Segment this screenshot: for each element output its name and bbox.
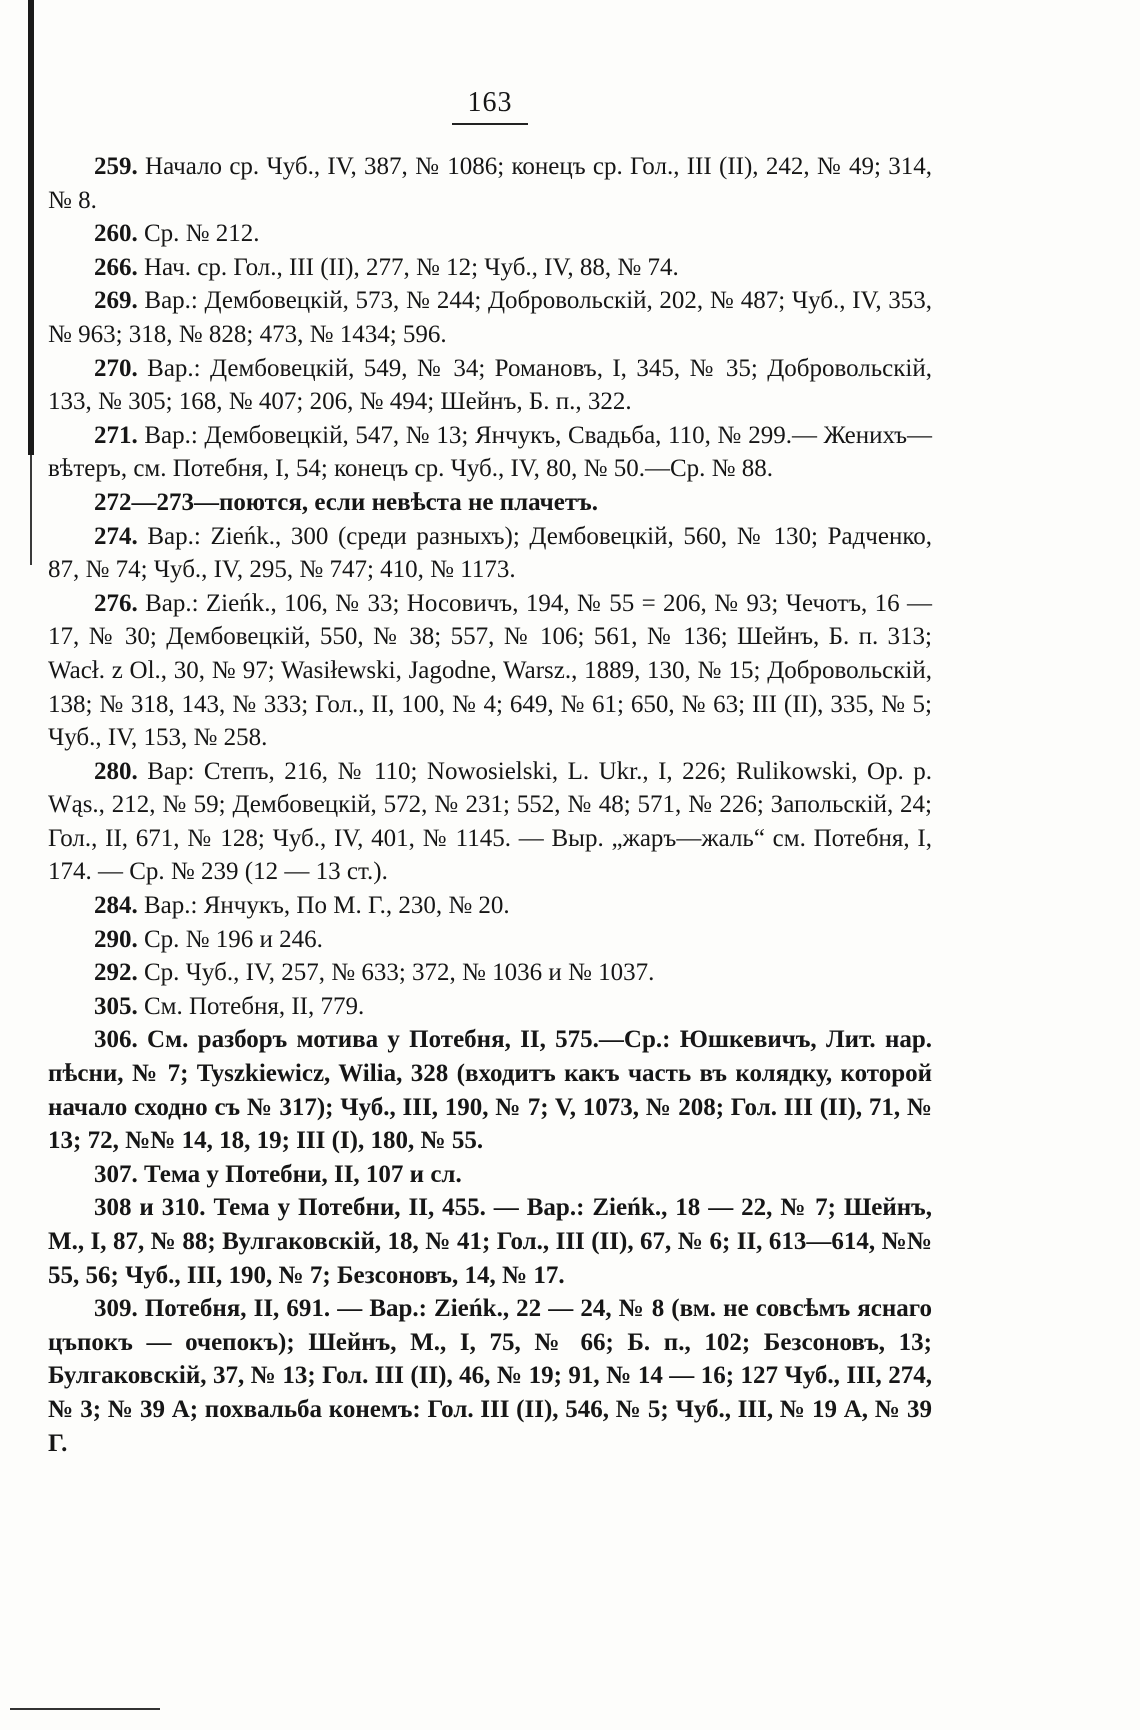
note-number: 266. bbox=[94, 253, 138, 281]
note-number: 305. bbox=[94, 992, 138, 1020]
note-text: Ср. № 196 и 246. bbox=[137, 925, 323, 953]
note-271 bbox=[48, 419, 932, 486]
note-260 bbox=[48, 217, 932, 251]
note-number: 306. bbox=[94, 1026, 138, 1054]
note-290 bbox=[48, 923, 932, 957]
note-text: См. Потебня, II, 779. bbox=[137, 992, 365, 1020]
note-number: 260. bbox=[94, 220, 138, 248]
note-text: Нач. ср. Гол., III (II), 277, № 12; Чуб., IV, 88, № 74. bbox=[137, 253, 679, 281]
note-280 bbox=[48, 755, 932, 889]
note-number: 276. bbox=[94, 589, 138, 617]
binding-edge-line bbox=[30, 455, 32, 565]
note-number: 280. bbox=[94, 757, 138, 785]
note-number: 290. bbox=[94, 925, 138, 953]
note-269 bbox=[48, 284, 932, 351]
note-text: Вар: Степъ, 216, № 110; Nowosielski, L. Ukr., I, 226; Rulikowski, Op. p. Wąs., 212, № 59; Дембовецкій, 572, № 231; 552, № 48; 571, № 226; Запольскій, 24; Гол., II, 671, № 128; Чуб., IV, 401, № 1145. — Выр. „жаръ—жаль“ см. Потебня, I, 174. — Ср. № 239 (12 — 13 ст.). bbox=[48, 757, 932, 886]
bottom-edge-line bbox=[10, 1708, 160, 1710]
note-number: 284. bbox=[94, 892, 138, 920]
note-text: Ср. № 212. bbox=[137, 220, 260, 248]
notes-text bbox=[48, 150, 932, 1460]
note-text: Вар.: Янчукъ, По М. Г., 230, № 20. bbox=[137, 892, 510, 920]
note-text: Тема у Потебни, II, 107 и сл. bbox=[137, 1160, 462, 1188]
note-number: 259. bbox=[94, 153, 138, 180]
note-270 bbox=[48, 352, 932, 419]
note-292 bbox=[48, 956, 932, 990]
note-308-310 bbox=[48, 1191, 932, 1292]
note-number: 272—273 bbox=[94, 488, 194, 516]
note-307 bbox=[48, 1158, 932, 1192]
note-number: 307. bbox=[94, 1160, 138, 1188]
note-text: См. разборъ мотива у Потебня, II, 575.—Ср.: Юшкевичъ, Лит. нар. пѣсни, № 7; Tyszkiewicz, Wilia, 328 (входитъ какъ часть въ колядку, которой начало сходно съ № 317); Чуб., III, 190, № 7; V, 1073, № 208; Гол. III (II), 71, № 13; 72, №№ 14, 18, 19; III (I), 180, № 55. bbox=[48, 1026, 932, 1155]
note-number: 270. bbox=[94, 354, 138, 382]
note-text: Вар.: Дембовецкій, 547, № 13; Янчукъ, Свадьба, 110, № 299.— Женихъ—вѣтеръ, см. Потебня, I, 54; конецъ ср. Чуб., IV, 80, № 50.—Ср. № 88. bbox=[48, 421, 932, 483]
note-text: Вар.: Zieńk., 106, № 33; Носовичъ, 194, № 55 = 206, № 93; Чечотъ, 16 — 17, № 30; Дембовецкій, 550, № 38; 557, № 106; 561, № 136; Шейнъ, Б. п. 313; Wacł. z Ol., 30, № 97; Wasiłewski, Jagodne, Warsz., 1889, 130, № 15; Добровольскій, 138; № 318, 143, № 333; Гол., II, 100, № 4; 649, № 61; 650, № 63; III (II), 335, № 5; Чуб., IV, 153, № 258. bbox=[48, 589, 932, 752]
note-274 bbox=[48, 520, 932, 587]
note-266 bbox=[48, 251, 932, 285]
note-305 bbox=[48, 990, 932, 1024]
note-306 bbox=[48, 1023, 932, 1157]
page-number-underline bbox=[452, 123, 528, 125]
note-text: —поются, если невѣста не плачетъ. bbox=[194, 488, 598, 516]
note-number: 269. bbox=[94, 287, 138, 315]
binding-edge-shadow bbox=[28, 0, 34, 455]
note-text: Тема у Потебни, II, 455. — Вар.: Zieńk., 18 — 22, № 7; Шейнъ, М., I, 87, № 88; Вулгаковскій, 18, № 41; Гол., III (II), 67, № 6; II, 613—614, №№ 55, 56; Чуб., III, 190, № 7; Безсоновъ, 14, № 17. bbox=[48, 1194, 933, 1289]
note-number: 271. bbox=[94, 421, 138, 449]
note-272-273 bbox=[48, 486, 932, 520]
note-259 bbox=[48, 150, 932, 217]
note-309 bbox=[48, 1292, 932, 1460]
note-number: 274. bbox=[94, 522, 138, 550]
note-text: Вар.: Дембовецкій, 549, № 34; Романовъ, I, 345, № 35; Добровольскій, 133, № 305; 168, № 407; 206, № 494; Шейнъ, Б. п., 322. bbox=[48, 354, 932, 416]
note-number: 309. bbox=[94, 1295, 138, 1323]
note-text: Потебня, II, 691. — Вар.: Zieńk., 22 — 24, № 8 (вм. не совсѣмъ яснаго цъпокъ — очепокъ); Шейнъ, М., I, 75, № 66; Б. п., 102; Безсоновъ, 13; Булгаковскій, 37, № 13; Гол. III (II), 46, № 19; 91, № 14 — 16; 127 Чуб., III, 274, № 3; № 39 А; похвальба конемъ: Гол. III (II), 546, № 5; Чуб., III, № 19 А, № 39 Г. bbox=[48, 1295, 932, 1457]
note-276 bbox=[48, 587, 932, 755]
note-text: Вар.: Zieńk., 300 (среди разныхъ); Дембовецкій, 560, № 130; Радченко, 87, № 74; Чуб., IV, 295, № 747; 410, № 1173. bbox=[48, 522, 932, 584]
note-text: Вар.: Дембовецкій, 573, № 244; Добровольскій, 202, № 487; Чуб., IV, 353, № 963; 318, № 828; 473, № 1434; 596. bbox=[48, 287, 932, 348]
note-text: Начало ср. Чуб., IV, 387, № 1086; конецъ ср. Гол., III (II), 242, № 49; 314, № 8. bbox=[48, 153, 932, 214]
note-text: Ср. Чуб., IV, 257, № 633; 372, № 1036 и № 1037. bbox=[137, 959, 655, 987]
note-number: 292. bbox=[94, 959, 138, 987]
note-284 bbox=[48, 889, 932, 923]
page-number: 163 bbox=[467, 87, 513, 118]
note-number: 308 и 310. bbox=[94, 1194, 206, 1222]
